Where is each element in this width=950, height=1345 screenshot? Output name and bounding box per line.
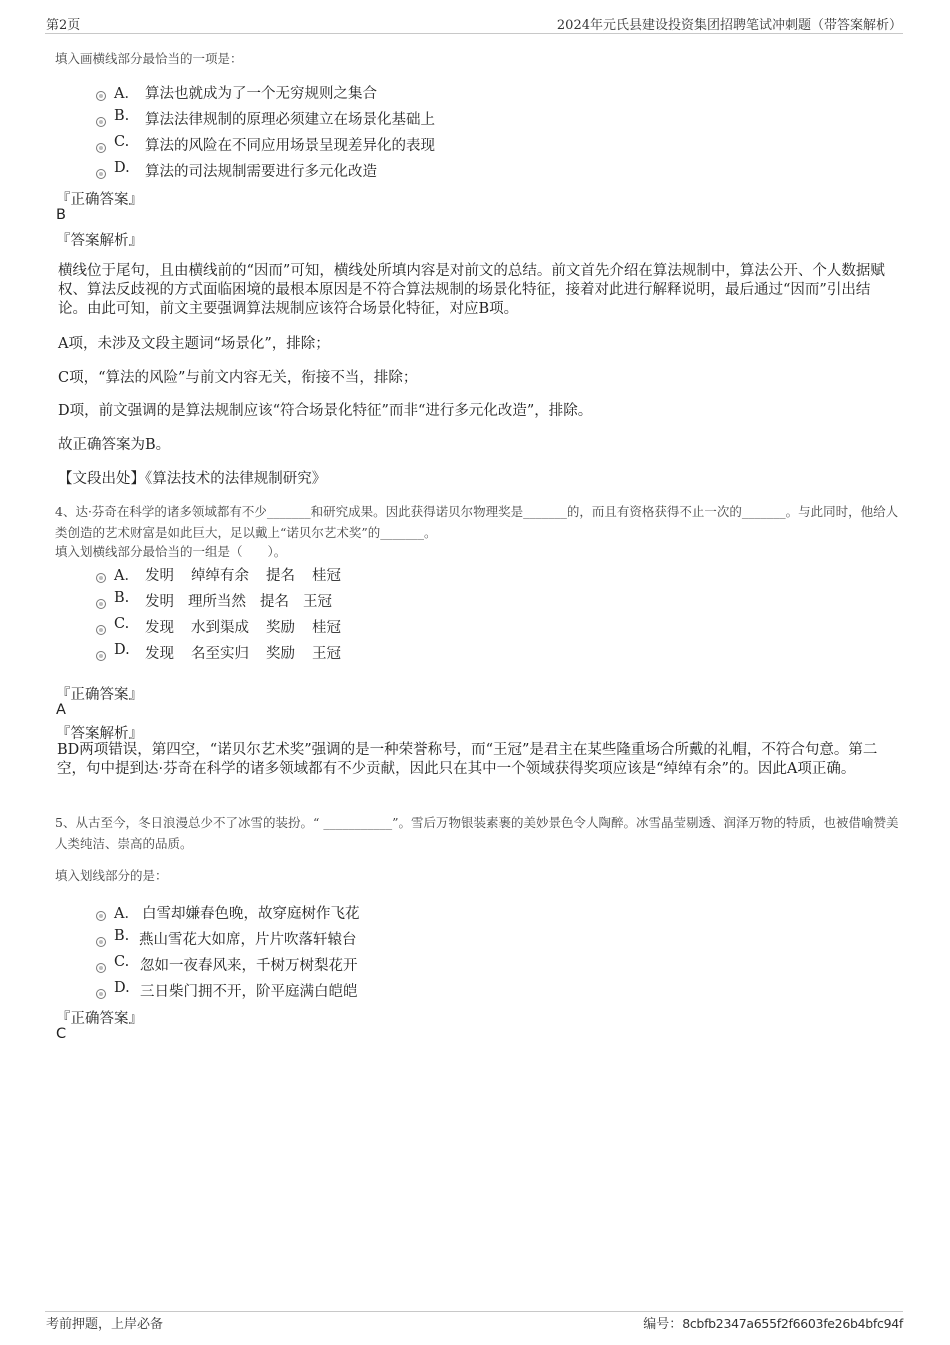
option-letter: D.	[114, 642, 130, 658]
option-text: 算法法律规制的原理必须建立在场景化基础上	[145, 112, 435, 128]
q5-answer: C	[56, 1026, 67, 1042]
radio-icon[interactable]	[96, 911, 106, 921]
option-letter: C.	[114, 616, 130, 632]
option-letter: A．	[114, 906, 139, 922]
radio-icon[interactable]	[96, 117, 106, 127]
option-letter: B.	[114, 590, 130, 606]
option-text: 发现 水到渠成 奖励 桂冠	[145, 620, 341, 636]
footer-code-label: 编号：	[643, 1317, 683, 1332]
footer-slogan: 考前押题，上岸必备	[46, 1317, 164, 1332]
radio-icon[interactable]	[96, 91, 106, 101]
q3-conclusion: 故正确答案为B。	[58, 437, 171, 453]
q4-answer-label: 『正确答案』	[56, 687, 143, 703]
q5-stem: 5、从古至今，冬日浪漫总少不了冰雪的装扮。“ ___________”。雪后万物银装素裹的美妙景色令人陶醉。冰雪晶莹剔透、润泽万物的特质，也被借喻赞美人类纯洁、崇高的品质。	[55, 815, 899, 851]
option-text: 发明 理所当然 提名 王冠	[145, 594, 332, 610]
q3-analysis-c: C项，“算法的风险”与前文内容无关，衔接不当，排除；	[58, 370, 418, 386]
q3-analysis-main: 横线位于尾句，且由横线前的“因而”可知，横线处所填内容是对前文的总结。前文首先介绍在算法规制中，算法公开、个人数据赋权、算法反歧视的方式面临困境的最根本原因是不符合算法规制的场景化特征，接着对此进行解释说明，最后通过“因而”引出结论。由此可知，前文主要强调算法规制应该符合场景化特征，对应B项。	[58, 263, 885, 317]
option-letter: B.	[114, 928, 130, 944]
page-number: 第2页	[46, 18, 81, 33]
q5-answer-label: 『正确答案』	[56, 1011, 143, 1027]
q4-prompt: 填入划横线部分最恰当的一组是（ ）。	[55, 544, 287, 559]
radio-icon[interactable]	[96, 963, 106, 973]
option-text: 算法也就成为了一个无穷规则之集合	[145, 86, 377, 102]
q3-answer: B	[56, 207, 66, 223]
footer-code-value: 8cbfb2347a655f2f6603fe26b4bfc94f	[682, 1316, 903, 1331]
option-text: 算法的风险在不同应用场景呈现差异化的表现	[145, 138, 435, 154]
option-text: 燕山雪花大如席，片片吹落轩辕台	[139, 932, 357, 948]
q3-answer-label: 『正确答案』	[56, 192, 143, 208]
option-text: 算法的司法规制需要进行多元化改造	[145, 164, 377, 180]
option-text: 发明 绰绰有余 提名 桂冠	[145, 568, 341, 584]
radio-icon[interactable]	[96, 625, 106, 635]
q4-analysis: BD两项错误，第四空，“诺贝尔艺术奖”强调的是一种荣誉称号，而“王冠”是君主在某些隆重场合所戴的礼帽，不符合句意。第二空，句中提到达·芬奇在科学的诸多领域都有不少贡献，因此只在其中一个领域获得奖项应该是“绰绰有余”的。因此A项正确。	[57, 742, 878, 777]
q3-source: 【文段出处】《算法技术的法律规制研究》	[58, 471, 327, 487]
option-letter: C.	[114, 134, 130, 150]
radio-icon[interactable]	[96, 143, 106, 153]
q4-stem: 4、达·芬奇在科学的诸多领域都有不少_______和研究成果。因此获得诺贝尔物理奖是_______的，而且有资格获得不止一次的_______。与此同时，他给人类创造的艺术财富是如此巨大，足以戴上“诺贝尔艺术奖”的_______。	[55, 504, 899, 540]
q4-analysis-label: 『答案解析』	[56, 726, 143, 742]
radio-icon[interactable]	[96, 573, 106, 583]
q5-prompt: 填入划线部分的是：	[55, 868, 168, 883]
radio-icon[interactable]	[96, 937, 106, 947]
q3-analysis-label: 『答案解析』	[56, 233, 143, 249]
option-letter: A．	[114, 568, 139, 584]
option-text: 发现 名至实归 奖励 王冠	[145, 646, 341, 662]
q3-prompt: 填入画横线部分最恰当的一项是：	[55, 51, 243, 66]
radio-icon[interactable]	[96, 651, 106, 661]
radio-icon[interactable]	[96, 599, 106, 609]
option-letter: B.	[114, 108, 130, 124]
option-text: 白雪却嫌春色晚，故穿庭树作飞花	[142, 906, 360, 922]
option-text: 三日柴门拥不开，阶平庭满白皑皑	[140, 984, 358, 1000]
document-title: 2024年元氏县建设投资集团招聘笔试冲刺题（带答案解析）	[556, 18, 902, 33]
radio-icon[interactable]	[96, 989, 106, 999]
option-letter: C.	[114, 954, 130, 970]
q3-analysis-d: D项，前文强调的是算法规制应该“符合场景化特征”而非“进行多元化改造”，排除。	[58, 403, 593, 419]
footer-code	[643, 1313, 903, 1332]
header-divider	[45, 33, 903, 34]
q4-answer: A	[56, 702, 66, 718]
radio-icon[interactable]	[96, 169, 106, 179]
q3-analysis-a: A项，未涉及文段主题词“场景化”，排除；	[58, 336, 330, 352]
option-letter: A．	[114, 86, 139, 102]
footer-divider	[45, 1311, 903, 1312]
option-letter: D.	[114, 980, 130, 996]
option-text: 忽如一夜春风来，千树万树梨花开	[140, 958, 358, 974]
option-letter: D.	[114, 160, 130, 176]
